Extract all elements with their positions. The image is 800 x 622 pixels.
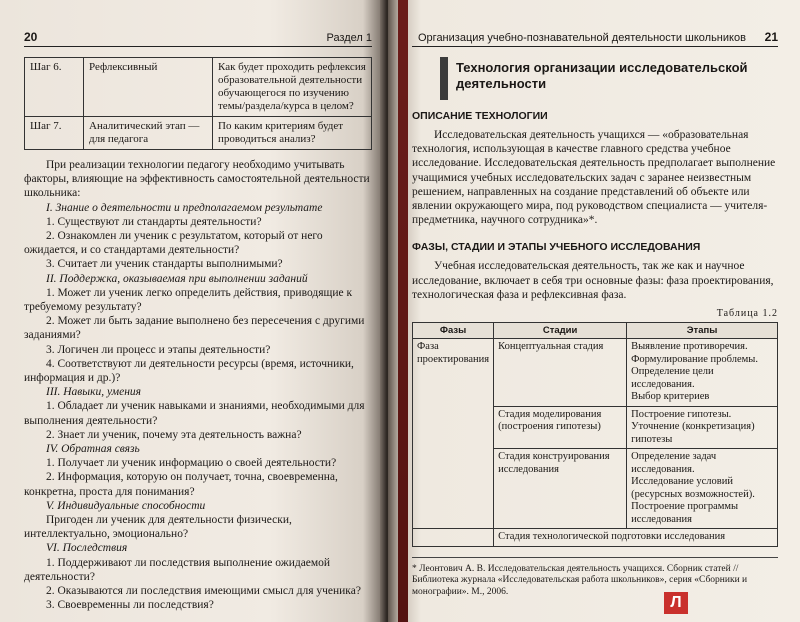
running-head-title: Организация учебно-познавательной деятельности школьников bbox=[418, 32, 746, 44]
step-item: Определение цели исследования. bbox=[631, 366, 714, 390]
stage-cell: Стадия конструирования исследования bbox=[494, 449, 627, 529]
step-cell: Шаг 6. bbox=[25, 58, 84, 117]
step-item: Построение программы исследования bbox=[631, 501, 739, 525]
step-item: Формулирование проблемы. bbox=[631, 353, 758, 365]
chapter-edge-band bbox=[398, 0, 408, 622]
paragraph-description: Исследовательская деятельность учащихся — «образовательная технология, использующая в качестве главного средства учебное исследование. Исследовательская деятельность предполагает выполнение учащимися учебных исследовательских задач с заранее неизвестным решением, направленных на создание представлений об объекте или явлении окружающего мира, под руководством специалиста — учителя-предметника, научного сотрудника»*. bbox=[412, 129, 776, 227]
factor-heading: II. Поддержка, оказываемая при выполнении заданий bbox=[46, 272, 308, 285]
body-paragraph: 2. Может ли быть задание выполнено без пересечения с другими заданиями? bbox=[24, 315, 365, 342]
phases-table bbox=[412, 322, 778, 547]
left-running-header bbox=[24, 30, 372, 47]
body-paragraph: 1. Обладает ли ученик навыками и знаниями, необходимыми для выполнения деятельности? bbox=[24, 400, 365, 427]
body-paragraph: 3. Своевременны ли последствия? bbox=[46, 599, 214, 612]
heading-phases: ФАЗЫ, СТАДИИ И ЭТАПЫ УЧЕБНОГО ИССЛЕДОВАНИЯ bbox=[412, 241, 701, 254]
body-paragraph: При реализации технологии педагогу необходимо учитывать факторы, влияющие на эффективность самостоятельной деятельности школьника: bbox=[24, 159, 370, 200]
body-paragraph: 2. Знает ли ученик, почему эта деятельность важна? bbox=[46, 428, 302, 441]
body-paragraph: 2. Оказываются ли последствия имеющими смысл для ученика? bbox=[46, 585, 361, 598]
table-row bbox=[25, 117, 372, 150]
column-header: Этапы bbox=[627, 323, 778, 339]
body-paragraph: 4. Соответствуют ли деятельности ресурсы (время, источники, информация и др.)? bbox=[24, 357, 354, 385]
step-name-cell: Рефлексивный bbox=[84, 58, 213, 117]
table-header-row bbox=[413, 323, 778, 339]
body-paragraph: 1. Поддерживают ли последствия выполнение ожидаемой деятельности? bbox=[24, 556, 331, 583]
table-row bbox=[413, 339, 778, 407]
empty-phase-cell bbox=[413, 529, 494, 547]
steps-table bbox=[24, 57, 372, 150]
body-paragraph: Пригоден ли ученик для деятельности физически, интеллектуально, эмоционально? bbox=[24, 514, 292, 541]
steps-cell bbox=[627, 449, 778, 529]
watermark-logo: Л bbox=[664, 592, 688, 614]
right-running-header bbox=[412, 30, 778, 47]
step-cell: Шаг 7. bbox=[25, 117, 84, 150]
body-paragraph: 2. Информация, которую он получает, точна, своевременна, конкретна, проста для понимания? bbox=[24, 471, 338, 498]
body-paragraph: 2. Ознакомлен ли ученик с результатом, который от него ожидается, и со стандартами деятельности? bbox=[24, 230, 323, 257]
step-item: Уточнение (конкретизация) гипотезы bbox=[631, 421, 755, 445]
body-paragraph: 3. Логичен ли процесс и этапы деятельности? bbox=[46, 343, 271, 356]
table-row bbox=[25, 58, 372, 117]
body-paragraph: 1. Существуют ли стандарты деятельности? bbox=[46, 215, 262, 228]
factor-heading: III. Навыки, умения bbox=[46, 386, 142, 399]
column-header: Фазы bbox=[413, 323, 494, 339]
footnote: * Леонтович А. В. Исследовательская деятельность учащихся. Сборник статей // Библиотека журнала «Исследовательская работа школьников», серия «Сборники и монографии». М., 2006. bbox=[412, 557, 778, 599]
table-row bbox=[413, 529, 778, 547]
step-item: Построение гипотезы. bbox=[631, 408, 732, 420]
stage-cell: Стадия технологической подготовки исследования bbox=[494, 529, 778, 547]
step-question-cell: Как будет проходить рефлексия образовательной деятельности обучающегося по изучению темы/раздела/курса в целом? bbox=[213, 58, 372, 117]
step-question-cell: По каким критериям будет проводиться анализ? bbox=[213, 117, 372, 150]
factor-heading: VI. Последствия bbox=[46, 542, 128, 555]
step-item: Выбор критериев bbox=[631, 391, 710, 403]
factor-heading: I. Знание о деятельности и предполагаемом результате bbox=[46, 201, 323, 214]
body-paragraph: 3. Считает ли ученик стандарты выполнимыми? bbox=[46, 258, 283, 271]
step-item: Исследование условий (ресурсных возможностей). bbox=[631, 476, 755, 500]
factor-heading: IV. Обратная связь bbox=[46, 443, 140, 456]
steps-cell bbox=[627, 406, 778, 449]
heading-description: ОПИСАНИЕ ТЕХНОЛОГИИ bbox=[412, 110, 548, 122]
factor-heading: V. Индивидуальные способности bbox=[46, 499, 206, 512]
body-paragraph: 1. Получает ли ученик информацию о своей деятельности? bbox=[46, 457, 337, 470]
column-header: Стадии bbox=[494, 323, 627, 339]
stage-cell: Концептуальная стадия bbox=[494, 339, 627, 407]
left-section-label: Раздел 1 bbox=[326, 32, 372, 44]
step-item: Определение задач исследования. bbox=[631, 451, 717, 475]
step-item: Выявление противоречия. bbox=[631, 341, 748, 353]
section-title-box bbox=[418, 57, 778, 100]
left-page-number: 20 bbox=[24, 30, 38, 44]
left-body-text bbox=[24, 158, 372, 613]
section-title: Технология организации исследовательской деятельности bbox=[456, 60, 748, 91]
table-caption: Таблица 1.2 bbox=[716, 308, 778, 320]
body-paragraph: 1. Может ли ученик легко определить действия, приводящие к требуемому результату? bbox=[24, 286, 353, 314]
right-page bbox=[388, 0, 800, 622]
right-page-number: 21 bbox=[764, 30, 778, 44]
stage-cell: Стадия моделирования (построения гипотезы) bbox=[494, 406, 627, 449]
steps-cell bbox=[627, 339, 778, 407]
phase-cell: Фаза проектирования bbox=[413, 339, 494, 529]
paragraph-phases: Учебная исследовательская деятельность, так же как и научное исследование, включает в себя три основные фазы: фаза проектирования, технологическая фаза и рефлексивная фаза. bbox=[412, 260, 774, 301]
step-name-cell: Аналитический этап — для педагога bbox=[84, 117, 213, 150]
left-page bbox=[0, 0, 386, 622]
